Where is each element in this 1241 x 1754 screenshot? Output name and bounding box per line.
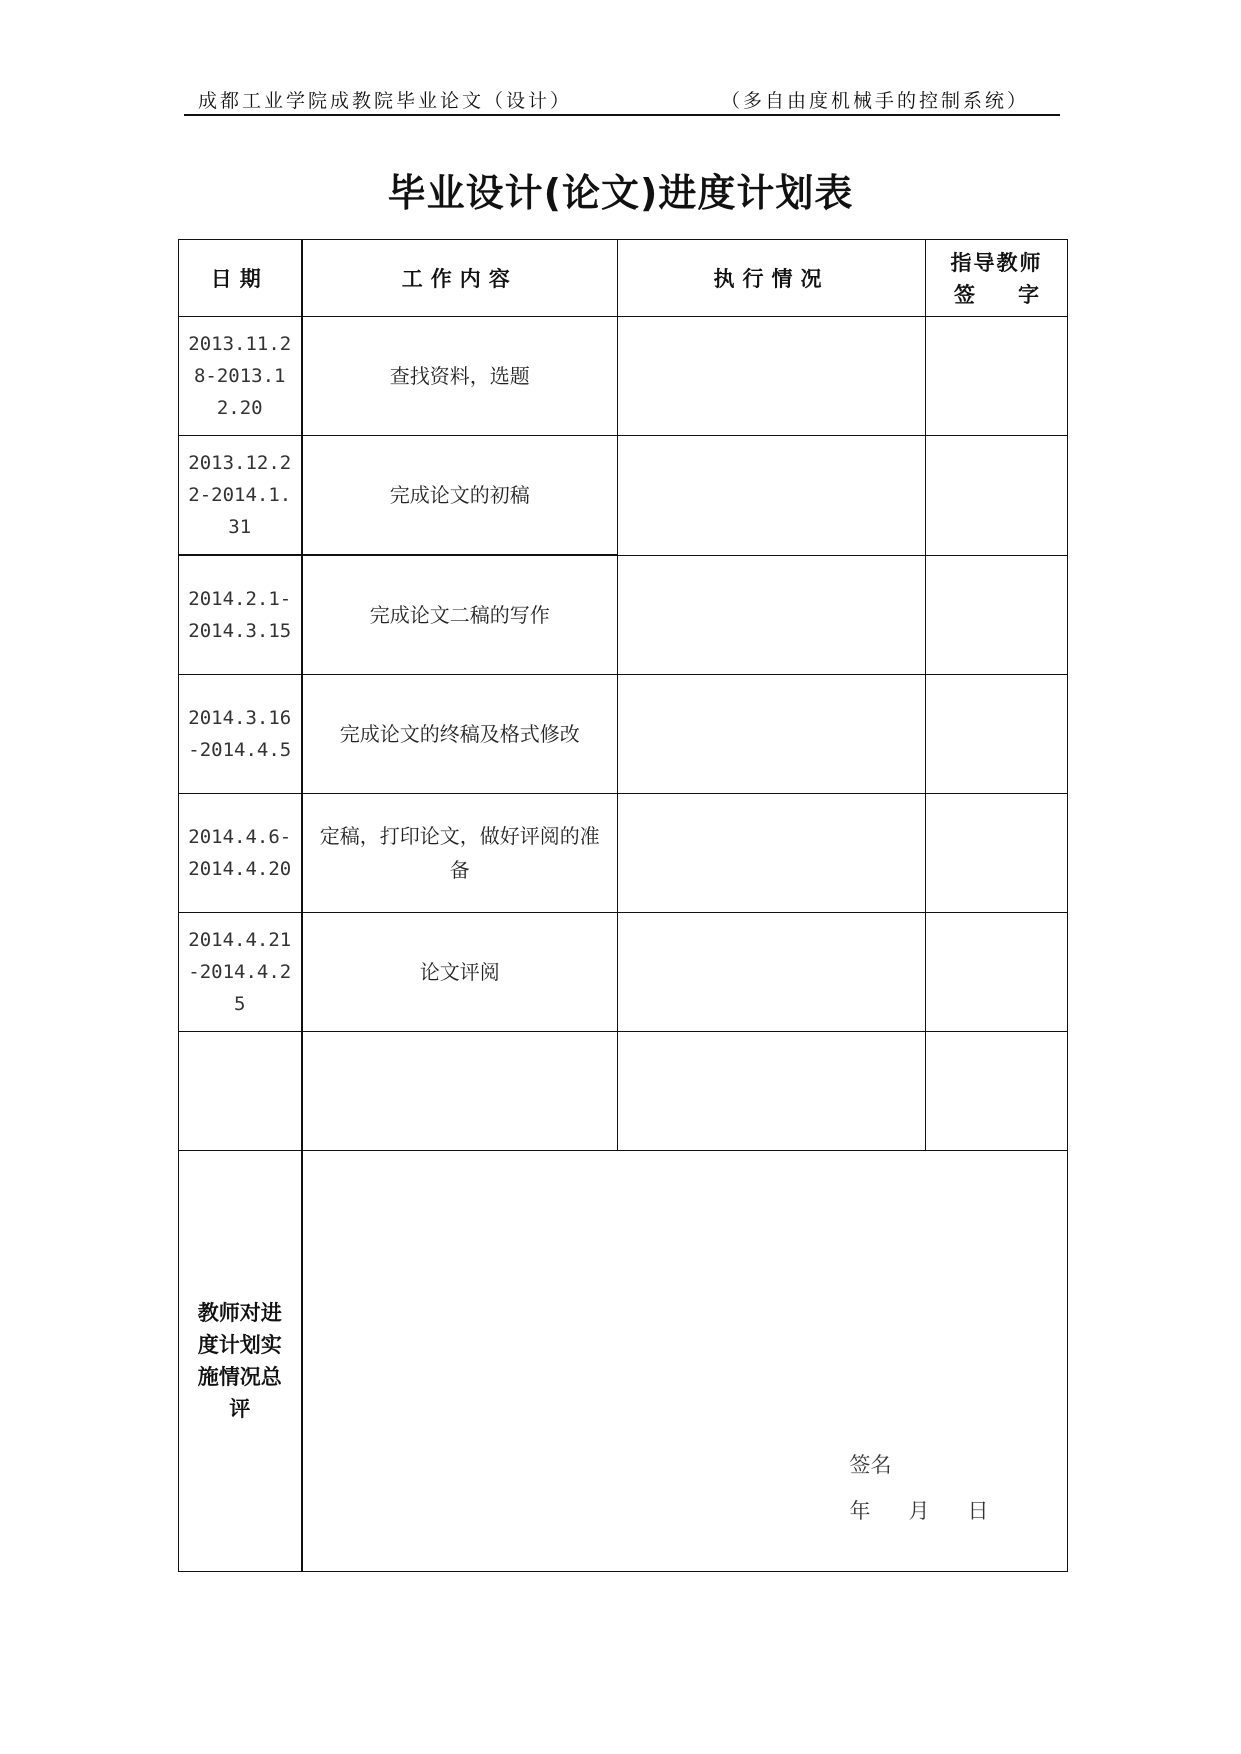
- row-content: 完成论文的终稿及格式修改: [302, 675, 618, 794]
- header-signature-line1: 指导教师: [950, 251, 1043, 275]
- row-signature[interactable]: [926, 436, 1068, 556]
- row-date[interactable]: [179, 1032, 302, 1151]
- summary-year-label: 年: [849, 1499, 871, 1523]
- summary-date-line: [850, 1495, 1027, 1525]
- header-signature-line2: [926, 279, 1067, 311]
- row-status[interactable]: [618, 436, 926, 556]
- header-date: 日期: [179, 240, 302, 317]
- summary-month-label: 月: [908, 1499, 930, 1523]
- header-signature: [926, 240, 1068, 317]
- row-content: 完成论文二稿的写作: [302, 555, 618, 675]
- row-content[interactable]: [302, 1032, 618, 1151]
- row-date: 2014.4.21-2014.4.25: [179, 913, 302, 1032]
- row-status[interactable]: [618, 1032, 926, 1151]
- header-thesis-topic: （多自由度机械手的控制系统）: [720, 90, 1029, 112]
- table-row: [179, 675, 1068, 794]
- row-date: 2014.4.6-2014.4.20: [179, 794, 302, 913]
- row-content: 定稿，打印论文，做好评阅的准备: [302, 794, 618, 913]
- row-signature[interactable]: [926, 317, 1068, 436]
- table-row: [179, 1032, 1068, 1151]
- row-date: 2013.12.22-2014.1.31: [179, 436, 302, 556]
- row-content: 查找资料，选题: [302, 317, 618, 436]
- row-status[interactable]: [618, 913, 926, 1032]
- row-content: 论文评阅: [302, 913, 618, 1032]
- row-signature[interactable]: [926, 675, 1068, 794]
- table-row: [179, 913, 1068, 1032]
- row-date: 2013.11.28-2013.12.20: [179, 317, 302, 436]
- row-status[interactable]: [618, 317, 926, 436]
- row-status[interactable]: [618, 675, 926, 794]
- header-content: 工作内容: [302, 240, 618, 317]
- progress-plan-table: [178, 239, 1068, 1572]
- row-status[interactable]: [618, 794, 926, 913]
- row-signature[interactable]: [926, 1032, 1068, 1151]
- header-signature-char-a: 签: [954, 283, 977, 307]
- row-signature[interactable]: [926, 555, 1068, 675]
- table-row: [179, 317, 1068, 436]
- header-status: 执行情况: [618, 240, 926, 317]
- table-row: [179, 436, 1068, 556]
- summary-row: [179, 1151, 1068, 1572]
- table-row: [179, 555, 1068, 675]
- table-row: [179, 794, 1068, 913]
- header-school-title: 成都工业学院成教院毕业论文（设计）: [198, 90, 573, 112]
- row-signature[interactable]: [926, 913, 1068, 1032]
- header-divider: [184, 114, 1060, 116]
- summary-sign-label: 签名: [849, 1453, 892, 1477]
- summary-day-label: 日: [967, 1499, 989, 1523]
- table-header-row: [179, 240, 1068, 317]
- header-signature-char-b: 字: [1018, 283, 1041, 307]
- row-content: 完成论文的初稿: [302, 436, 618, 556]
- row-signature[interactable]: [926, 794, 1068, 913]
- summary-label: 教师对进度计划实施情况总评: [179, 1151, 302, 1572]
- row-status[interactable]: [618, 555, 926, 675]
- summary-comment-area[interactable]: [302, 1151, 1068, 1572]
- page-title: 毕业设计(论文)进度计划表: [387, 171, 854, 215]
- row-date: 2014.2.1-2014.3.15: [179, 555, 302, 675]
- row-date: 2014.3.16-2014.4.5: [179, 675, 302, 794]
